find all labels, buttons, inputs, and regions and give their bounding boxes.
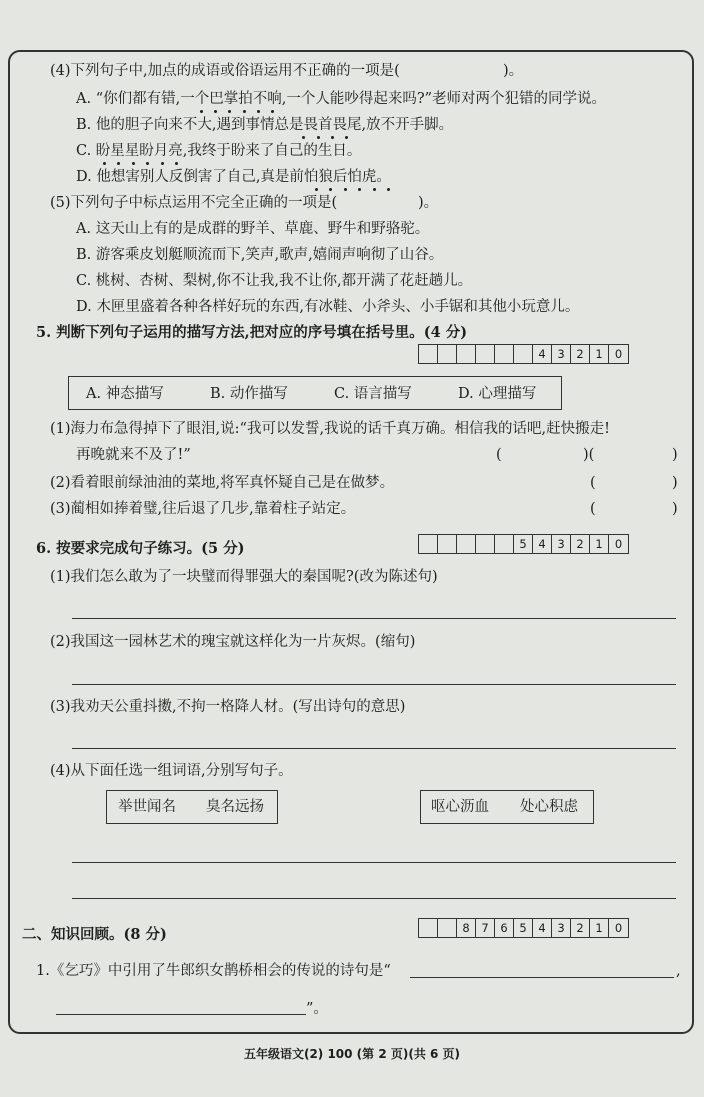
part2-q1-end: ”。: [306, 1001, 328, 1017]
s5-item1-cont: 再晚就来不及了!”: [76, 447, 191, 463]
s6-item2: (2)我国这一园林艺术的瑰宝就这样化为一片灰烬。(缩句): [50, 634, 416, 650]
q5-option-a: A. 这天山上有的是成群的野羊、草鹿、野牛和野骆驼。: [76, 221, 430, 237]
q4-stem-end: )。: [503, 63, 524, 79]
emphasis-dots: [99, 162, 209, 166]
score-cell: 3: [552, 919, 571, 937]
score-cell: 2: [571, 919, 590, 937]
answer-line[interactable]: [56, 1014, 306, 1015]
score-cell: [419, 919, 438, 937]
score-box: [418, 344, 629, 364]
score-cell: 2: [571, 345, 590, 363]
s5-item2: (2)看着眼前绿油油的菜地,将军真怀疑自己是在做梦。: [50, 475, 395, 491]
answer-line[interactable]: [72, 748, 676, 749]
s5-item3: (3)蔺相如捧着璧,往后退了几步,靠着柱子站定。: [50, 501, 356, 517]
score-cell: [419, 345, 438, 363]
score-cell: [495, 535, 514, 553]
emphasis-dots: [311, 188, 411, 192]
score-cell: 5: [514, 919, 533, 937]
answer-paren[interactable]: ): [672, 501, 678, 517]
score-cell: [457, 535, 476, 553]
q5-option-d: D. 木匣里盛着各种各样好玩的东西,有冰鞋、小斧头、小手锯和其他小玩意儿。: [76, 299, 580, 315]
method-option-a: A. 神态描写: [86, 386, 164, 402]
score-box: [418, 534, 629, 554]
s6-item1: (1)我们怎么敢为了一块璧而得罪强大的秦国呢?(改为陈述句): [50, 569, 438, 585]
answer-line[interactable]: [72, 898, 676, 899]
answer-paren[interactable]: ): [672, 475, 678, 491]
score-cell: 1: [590, 919, 609, 937]
q4-option-d: D. 他想害别人反倒害了自己,真是前怕狼后怕虎。: [76, 169, 391, 185]
score-cell: 5: [514, 535, 533, 553]
q5-stem-end: )。: [418, 195, 439, 211]
emphasis-dots: [298, 136, 378, 140]
score-cell: [514, 345, 533, 363]
part2-title: 二、知识回顾。(8 分): [22, 926, 167, 943]
score-cell: 1: [590, 345, 609, 363]
score-cell: 6: [495, 919, 514, 937]
score-cell: 1: [590, 535, 609, 553]
score-cell: [457, 345, 476, 363]
score-cell: [476, 345, 495, 363]
method-option-b: B. 动作描写: [210, 386, 288, 402]
q4-option-c: C. 盼星星盼月亮,我终于盼来了自己的生日。: [76, 143, 362, 159]
score-cell: 3: [552, 345, 571, 363]
q4-option-b: B. 他的胆子向来不大,遇到事情总是畏首畏尾,放不开手脚。: [76, 117, 454, 133]
s5-item1: (1)海力布急得掉下了眼泪,说:“我可以发誓,我说的话千真万确。相信我的话吧,赶快搬走!: [50, 421, 610, 437]
section5-title: 5. 判断下列句子运用的描写方法,把对应的序号填在括号里。(4 分): [36, 324, 468, 341]
s6-item4: (4)从下面任选一组词语,分别写句子。: [50, 763, 293, 779]
score-cell: 7: [476, 919, 495, 937]
answer-paren[interactable]: (: [590, 475, 596, 491]
score-cell: 4: [533, 345, 552, 363]
word-group-2-a: 呕心沥血: [431, 799, 489, 815]
method-option-c: C. 语言描写: [334, 386, 412, 402]
answer-paren[interactable]: ): [672, 447, 678, 463]
score-cell: [476, 535, 495, 553]
page-footer: 五年级语文(2) 100 (第 2 页)(共 6 页): [243, 1047, 461, 1061]
score-cell: [495, 345, 514, 363]
q4-stem: (4)下列句子中,加点的成语或俗语运用不正确的一项是(: [50, 63, 400, 79]
q5-option-c: C. 桃树、杏树、梨树,你不让我,我不让你,都开满了花赶趟儿。: [76, 273, 473, 289]
part2-q1-comma: ,: [676, 963, 681, 979]
score-cell: 3: [552, 535, 571, 553]
score-cell: 4: [533, 535, 552, 553]
score-cell: 4: [533, 919, 552, 937]
q5-option-b: B. 游客乘皮划艇顺流而下,笑声,歌声,嬉闹声响彻了山谷。: [76, 247, 444, 263]
answer-paren[interactable]: )(: [583, 447, 595, 463]
answer-paren[interactable]: (: [496, 447, 502, 463]
score-cell: 0: [614, 537, 623, 551]
q5-stem: (5)下列句子中标点运用不完全正确的一项是(: [50, 195, 338, 211]
method-option-d: D. 心理描写: [458, 386, 537, 402]
score-cell: 2: [571, 535, 590, 553]
q4-option-a: A. “你们都有错,一个巴掌拍不响,一个人能吵得起来吗?”老师对两个犯错的同学说。: [76, 91, 607, 107]
word-group-1-a: 举世闻名: [118, 799, 176, 815]
answer-line[interactable]: [410, 977, 674, 978]
answer-paren[interactable]: (: [590, 501, 596, 517]
emphasis-dots: [196, 110, 306, 114]
score-cell: 0: [614, 347, 623, 361]
score-cell: [438, 535, 457, 553]
score-cell: [438, 345, 457, 363]
score-cell: [438, 919, 457, 937]
word-group-2-b: 处心积虑: [520, 799, 578, 815]
answer-line[interactable]: [72, 618, 676, 619]
score-cell: [419, 535, 438, 553]
part2-q1: 1.《乞巧》中引用了牛郎织女鹊桥相会的传说的诗句是“: [36, 963, 391, 979]
word-group-1-b: 臭名远扬: [206, 799, 264, 815]
score-cell: 0: [614, 921, 623, 935]
score-box: [418, 918, 629, 938]
answer-line[interactable]: [72, 684, 676, 685]
s6-item3: (3)我劝天公重抖擞,不拘一格降人材。(写出诗句的意思): [50, 699, 406, 715]
score-cell: 8: [457, 919, 476, 937]
section6-title: 6. 按要求完成句子练习。(5 分): [36, 540, 245, 557]
answer-line[interactable]: [72, 862, 676, 863]
